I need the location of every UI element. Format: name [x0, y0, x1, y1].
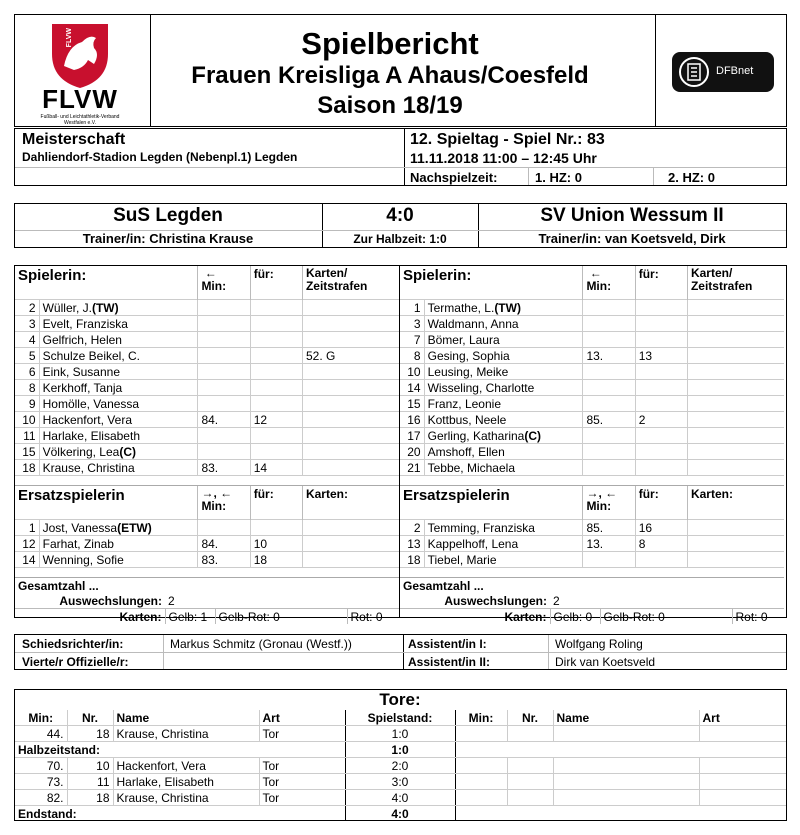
substitute-number: 1 [15, 520, 39, 536]
goal-player-number: 11 [67, 774, 113, 790]
player-number: 16 [400, 412, 424, 428]
officials-box [14, 634, 787, 670]
assistant1-label: Assistent/in I: [408, 637, 487, 651]
substitute-number: 14 [15, 552, 39, 568]
player-row [400, 380, 784, 396]
player-name: Franz, Leonie [424, 396, 583, 412]
substitute-card [302, 552, 399, 568]
goal-player-name: Krause, Christina [113, 790, 259, 806]
substitute-minute [198, 520, 250, 536]
substitute-name: Jost, Vanessa(ETW) [39, 520, 198, 536]
player-name: Tebbe, Michaela [424, 460, 583, 476]
away-team: SV Union Wessum II [540, 205, 724, 226]
player-sub-for [250, 332, 302, 348]
player-name: Wisseling, Charlotte [424, 380, 583, 396]
subs-count: 2 [553, 593, 560, 608]
result: 4:0 [386, 205, 414, 226]
goal-row [15, 774, 786, 790]
player-card [302, 412, 399, 428]
sub-min-header: →, ← Min: [198, 486, 250, 520]
assistant2-label: Assistent/in II: [408, 655, 491, 669]
sub-for-header: für: [635, 486, 687, 520]
player-sub-for [635, 332, 687, 348]
substitute-card [687, 520, 784, 536]
player-sub-for [635, 364, 687, 380]
goal-score: 4:0 [345, 790, 455, 806]
player-number: 18 [15, 460, 39, 476]
player-sub-for: 2 [635, 412, 687, 428]
player-card [302, 396, 399, 412]
extra-time-ht2: 2. HZ: 0 [668, 170, 715, 185]
player-sub-for [250, 444, 302, 460]
for-header: für: [250, 266, 302, 300]
goal-player-name: Hackenfort, Vera [113, 758, 259, 774]
goals-title: Tore: [379, 690, 421, 709]
substitute-card [687, 536, 784, 552]
player-card [687, 332, 784, 348]
substitute-for: 10 [250, 536, 302, 552]
sub-cards-header: Karten: [302, 486, 399, 520]
extra-time-label: Nachspielzeit: [410, 170, 498, 185]
player-row [15, 460, 399, 476]
player-card [302, 380, 399, 396]
player-sub-for [250, 300, 302, 316]
player-sub-for [635, 428, 687, 444]
min-header: ← Min: [198, 266, 250, 300]
player-sub-for: 12 [250, 412, 302, 428]
player-sub-for [635, 396, 687, 412]
player-sub-minute [198, 444, 250, 460]
player-name: Gerling, Katharina(C) [424, 428, 583, 444]
player-name: Eink, Susanne [39, 364, 198, 380]
player-sub-for [635, 300, 687, 316]
cards-total-label: Karten: [15, 609, 165, 625]
player-card [302, 332, 399, 348]
home-team: SuS Legden [113, 205, 223, 226]
league-title: Frauen Kreisliga A Ahaus/Coesfeld [191, 62, 589, 89]
match-venue: Dahliendorf-Stadion Legden (Nebenpl.1) Legden [22, 150, 298, 164]
red-count: Rot: 0 [347, 609, 399, 625]
player-number: 6 [15, 364, 39, 380]
match-datetime: 11.11.2018 11:00 – 12:45 Uhr [410, 150, 597, 166]
red-count: Rot: 0 [732, 609, 784, 625]
player-sub-minute [198, 332, 250, 348]
page-title: Spielbericht [301, 26, 479, 61]
player-sub-for [635, 460, 687, 476]
player-sub-minute [583, 316, 635, 332]
player-card [302, 460, 399, 476]
dfbnet-logo-text: DFBnet [716, 65, 754, 77]
match-type: Meisterschaft [22, 131, 126, 148]
player-sub-minute [583, 300, 635, 316]
sub-cards-header: Karten: [687, 486, 784, 520]
player-row [400, 460, 784, 476]
substitutes-header: Ersatzspielerin [400, 486, 583, 520]
halftime-goal-score: 1:0 [345, 742, 455, 758]
dfb-emblem-icon [678, 56, 710, 88]
player-sub-minute [583, 396, 635, 412]
player-card [687, 300, 784, 316]
player-card [302, 444, 399, 460]
substitute-card [302, 520, 399, 536]
substitute-name: Wenning, Sofie [39, 552, 198, 568]
player-card [302, 364, 399, 380]
player-card [687, 380, 784, 396]
player-number: 8 [15, 380, 39, 396]
player-card [687, 444, 784, 460]
home-trainer: Trainer/in: Christina Krause [82, 231, 254, 246]
player-name: Termathe, L.(TW) [424, 300, 583, 316]
player-sub-minute: 84. [198, 412, 250, 428]
player-sub-minute [198, 316, 250, 332]
matchday: 12. Spieltag - Spiel Nr.: 83 [410, 131, 605, 148]
flvw-logo [30, 20, 130, 125]
player-sub-minute [198, 300, 250, 316]
substitute-for [635, 552, 687, 568]
player-sub-minute: 83. [198, 460, 250, 476]
player-number: 1 [400, 300, 424, 316]
totals-label: Gesamtzahl ... [15, 578, 399, 594]
player-sub-for [250, 364, 302, 380]
player-sub-minute [583, 332, 635, 348]
player-card [302, 300, 399, 316]
goal-name-header: Name [113, 710, 259, 726]
substitute-for [250, 520, 302, 536]
goal-type: Tor [259, 726, 345, 742]
player-sub-minute [198, 428, 250, 444]
player-name: Kerkhoff, Tanja [39, 380, 198, 396]
player-sub-for [635, 316, 687, 332]
player-number: 2 [15, 300, 39, 316]
player-sub-minute [583, 364, 635, 380]
assistant2-name: Dirk van Koetsveld [555, 655, 656, 669]
player-row [15, 300, 399, 316]
sub-for-header: für: [250, 486, 302, 520]
goal-row [15, 758, 786, 774]
player-card [687, 396, 784, 412]
substitute-number: 12 [15, 536, 39, 552]
home-lineup [15, 266, 399, 624]
goal-player-name: Harlake, Elisabeth [113, 774, 259, 790]
substitute-minute: 84. [198, 536, 250, 552]
goal-nr-header-away: Nr. [507, 710, 553, 726]
goal-name-header-away: Name [553, 710, 699, 726]
goals-table [15, 710, 786, 821]
substitute-minute: 85. [583, 520, 635, 536]
player-row [15, 364, 399, 380]
player-card: 52. G [302, 348, 399, 364]
player-row [15, 444, 399, 460]
player-sub-for [250, 428, 302, 444]
player-name: Leusing, Meike [424, 364, 583, 380]
goal-nr-header: Nr. [67, 710, 113, 726]
goal-type-header: Art [259, 710, 345, 726]
sub-min-header: →, ← Min: [583, 486, 635, 520]
player-row [15, 316, 399, 332]
player-sub-minute [583, 444, 635, 460]
player-row [400, 428, 784, 444]
flvw-shield-icon [30, 20, 130, 90]
goal-min-header: Min: [15, 710, 67, 726]
player-number: 4 [15, 332, 39, 348]
substitute-row [15, 552, 399, 568]
substitutes-header: Ersatzspielerin [15, 486, 198, 520]
final-label: Endstand: [18, 806, 77, 821]
away-lineup [400, 266, 786, 624]
player-sub-for [635, 380, 687, 396]
substitute-row [15, 520, 399, 536]
player-sub-minute [198, 348, 250, 364]
player-row [400, 396, 784, 412]
substitute-name: Farhat, Zinab [39, 536, 198, 552]
player-card [687, 428, 784, 444]
goal-min-header-away: Min: [455, 710, 507, 726]
goal-row [15, 726, 786, 742]
goal-row [15, 790, 786, 806]
flvw-logo-text: FLVW [42, 84, 118, 114]
player-name: Hackenfort, Vera [39, 412, 198, 428]
player-number: 15 [15, 444, 39, 460]
player-sub-for [250, 380, 302, 396]
assistant1-name: Wolfgang Roling [555, 637, 643, 651]
flvw-shield-text: FLVW [66, 28, 73, 48]
goal-minute: 44. [15, 726, 67, 742]
yellow-red-count: Gelb-Rot: 0 [600, 609, 732, 625]
player-header: Spielerin: [403, 267, 472, 284]
player-card [687, 316, 784, 332]
referee-label: Schiedsrichter/in: [22, 637, 124, 651]
substitute-row [400, 552, 784, 568]
goal-player-number: 10 [67, 758, 113, 774]
player-number: 15 [400, 396, 424, 412]
substitute-minute [583, 552, 635, 568]
player-number: 11 [15, 428, 39, 444]
min-header: ← Min: [583, 266, 635, 300]
halftime-label: Halbzeitstand: [15, 742, 345, 758]
yellow-count: Gelb: 1 [165, 609, 215, 625]
player-card [302, 428, 399, 444]
player-row [400, 412, 784, 428]
player-row [400, 444, 784, 460]
player-card [687, 364, 784, 380]
player-card [302, 316, 399, 332]
player-sub-minute [198, 364, 250, 380]
player-sub-for [250, 316, 302, 332]
final-score: 4:0 [345, 806, 455, 822]
halftime-score: Zur Halbzeit: 1:0 [353, 232, 447, 246]
player-sub-for [635, 444, 687, 460]
substitute-number: 18 [400, 552, 424, 568]
goal-score: 1:0 [345, 726, 455, 742]
player-name: Amshoff, Ellen [424, 444, 583, 460]
substitute-minute: 83. [198, 552, 250, 568]
player-row [15, 396, 399, 412]
cards-header: Karten/ Zeitstrafen [302, 266, 399, 300]
player-row [15, 380, 399, 396]
player-header: Spielerin: [18, 267, 87, 284]
player-name: Gesing, Sophia [424, 348, 583, 364]
substitute-name: Temming, Franziska [424, 520, 583, 536]
player-row [400, 316, 784, 332]
substitute-row [15, 536, 399, 552]
goal-score: 2:0 [345, 758, 455, 774]
substitute-for: 16 [635, 520, 687, 536]
substitute-name: Tiebel, Marie [424, 552, 583, 568]
player-sub-minute [583, 380, 635, 396]
player-sub-for [250, 348, 302, 364]
player-number: 10 [15, 412, 39, 428]
player-name: Waldmann, Anna [424, 316, 583, 332]
totals-label: Gesamtzahl ... [400, 578, 784, 594]
extra-time-ht1: 1. HZ: 0 [535, 170, 582, 185]
player-sub-minute: 85. [583, 412, 635, 428]
player-name: Schulze Beikel, C. [39, 348, 198, 364]
goal-type-header-away: Art [699, 710, 786, 726]
player-name: Krause, Christina [39, 460, 198, 476]
player-number: 21 [400, 460, 424, 476]
player-sub-minute [583, 460, 635, 476]
player-card [687, 412, 784, 428]
substitute-for: 18 [250, 552, 302, 568]
player-sub-minute [198, 380, 250, 396]
player-row [15, 428, 399, 444]
player-sub-for: 13 [635, 348, 687, 364]
subs-count-label: Auswechslungen: [59, 593, 162, 608]
player-row [15, 412, 399, 428]
player-number: 14 [400, 380, 424, 396]
player-name: Harlake, Elisabeth [39, 428, 198, 444]
goal-player-name: Krause, Christina [113, 726, 259, 742]
goal-score-header: Spielstand: [345, 710, 455, 726]
player-row [15, 332, 399, 348]
player-sub-for [250, 396, 302, 412]
player-number: 9 [15, 396, 39, 412]
player-card [687, 460, 784, 476]
yellow-red-count: Gelb-Rot: 0 [215, 609, 347, 625]
player-number: 5 [15, 348, 39, 364]
player-sub-for: 14 [250, 460, 302, 476]
subs-count-label: Auswechslungen: [444, 593, 547, 608]
fourth-official-label: Vierte/r Offizielle/r: [22, 655, 129, 669]
player-row [400, 348, 784, 364]
goal-type: Tor [259, 790, 345, 806]
referee-name: Markus Schmitz (Gronau (Westf.)) [170, 637, 352, 651]
player-name: Wüller, J.(TW) [39, 300, 198, 316]
season-title: Saison 18/19 [317, 92, 463, 119]
player-number: 7 [400, 332, 424, 348]
goal-minute: 70. [15, 758, 67, 774]
substitute-number: 2 [400, 520, 424, 536]
player-number: 8 [400, 348, 424, 364]
player-name: Völkering, Lea(C) [39, 444, 198, 460]
cards-header: Karten/ Zeitstrafen [687, 266, 784, 300]
goal-minute: 73. [15, 774, 67, 790]
substitute-row [400, 536, 784, 552]
substitute-number: 13 [400, 536, 424, 552]
flvw-logo-sub: Fußball- und Leichtathletik-Verband Westfalen e.V. [40, 114, 120, 126]
player-name: Kottbus, Neele [424, 412, 583, 428]
player-card [687, 348, 784, 364]
yellow-count: Gelb: 0 [550, 609, 600, 625]
player-name: Gelfrich, Helen [39, 332, 198, 348]
player-sub-minute [583, 428, 635, 444]
player-number: 3 [400, 316, 424, 332]
player-name: Bömer, Laura [424, 332, 583, 348]
player-sub-minute: 13. [583, 348, 635, 364]
player-row [400, 300, 784, 316]
substitute-minute: 13. [583, 536, 635, 552]
substitute-card [302, 536, 399, 552]
player-row [400, 364, 784, 380]
player-number: 3 [15, 316, 39, 332]
substitute-row [400, 520, 784, 536]
goal-score: 3:0 [345, 774, 455, 790]
goal-type: Tor [259, 758, 345, 774]
player-name: Homölle, Vanessa [39, 396, 198, 412]
player-number: 20 [400, 444, 424, 460]
goal-player-number: 18 [67, 790, 113, 806]
cards-total-label: Karten: [400, 609, 550, 625]
player-row [400, 332, 784, 348]
player-name: Evelt, Franziska [39, 316, 198, 332]
goal-type: Tor [259, 774, 345, 790]
for-header: für: [635, 266, 687, 300]
substitute-for: 8 [635, 536, 687, 552]
player-row [15, 348, 399, 364]
player-sub-minute [198, 396, 250, 412]
away-trainer: Trainer/in: van Koetsveld, Dirk [538, 231, 726, 246]
player-number: 17 [400, 428, 424, 444]
goal-minute: 82. [15, 790, 67, 806]
substitute-card [687, 552, 784, 568]
goal-player-number: 18 [67, 726, 113, 742]
subs-count: 2 [168, 593, 175, 608]
player-number: 10 [400, 364, 424, 380]
dfbnet-logo [672, 52, 774, 92]
substitute-name: Kappelhoff, Lena [424, 536, 583, 552]
